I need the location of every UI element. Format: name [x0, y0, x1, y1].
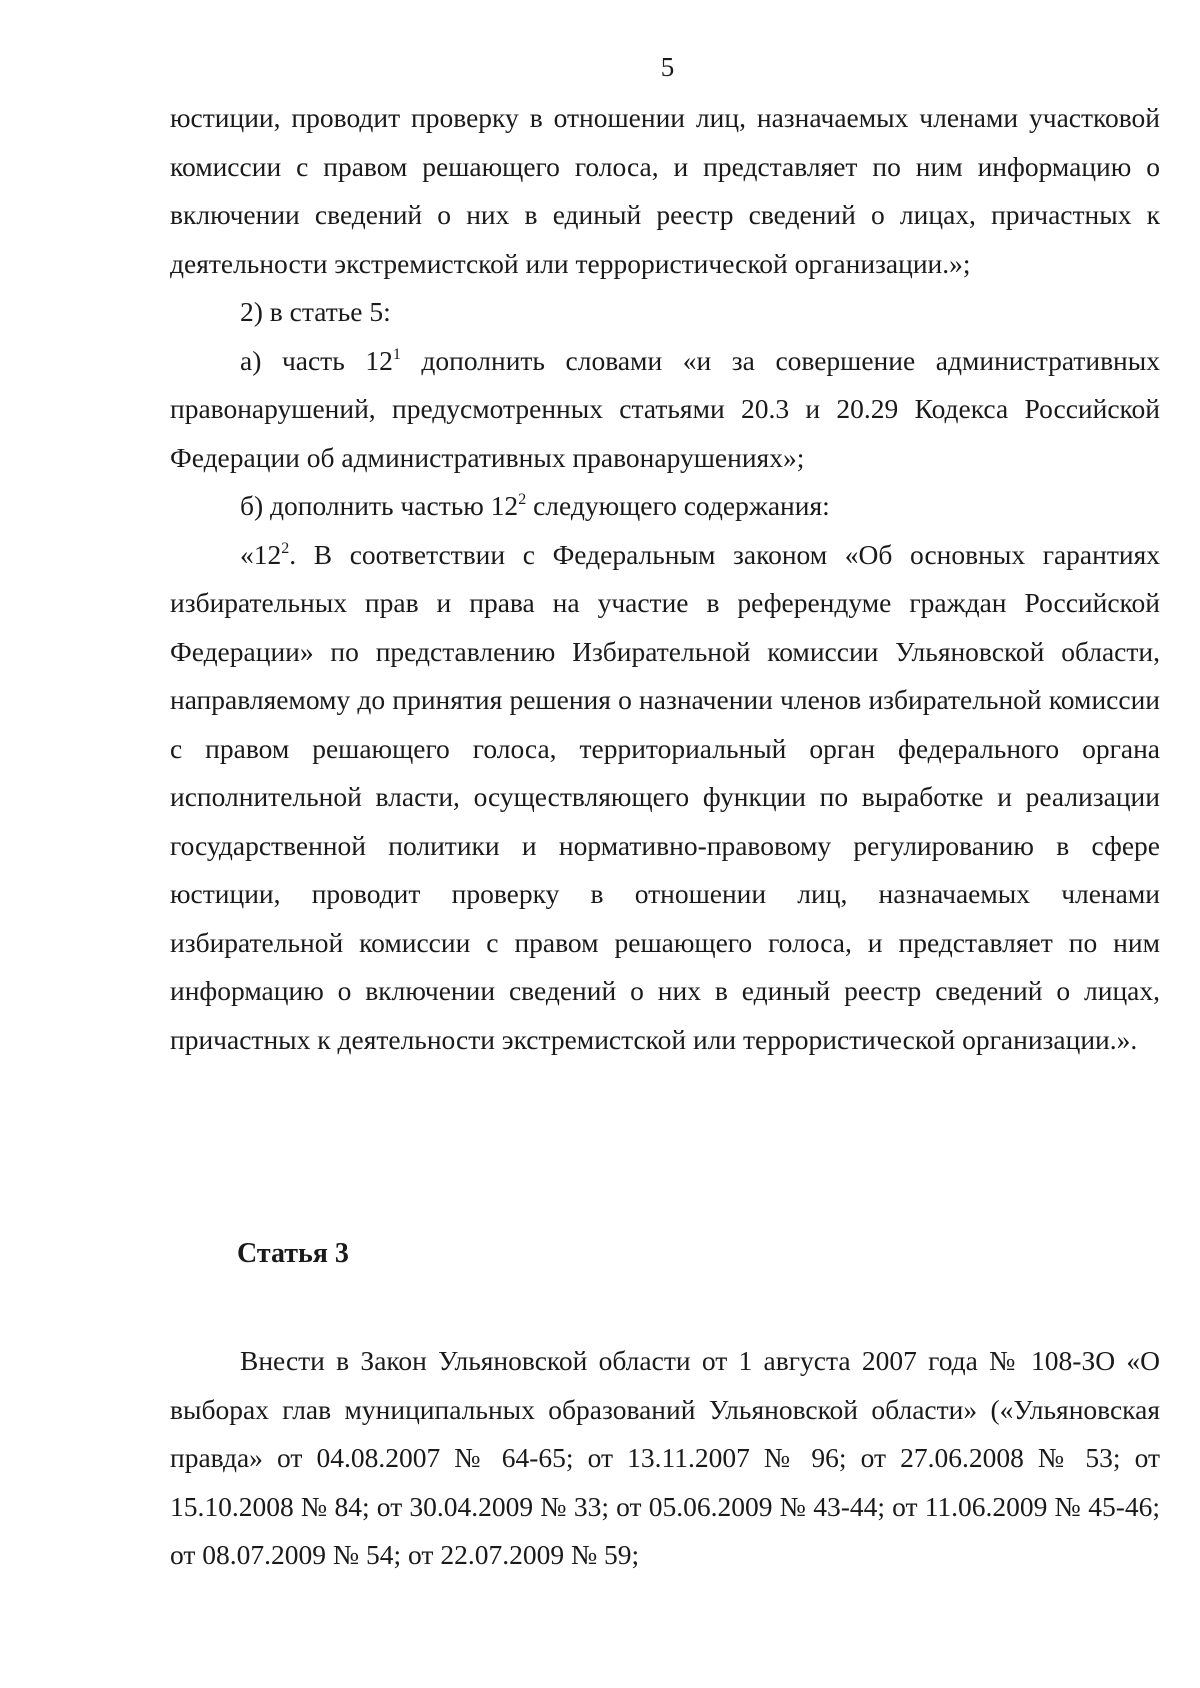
paragraph-part-12-2-text-after: . В соответствии с Федеральным законом «Об основных гарантиях избирательных прав и права на участие в референдуме граждан Российской Федерации» по представлению Избирательной комиссии Ульяновской области, направляемому до принятия решения о назначении членов избирательной комиссии с правом решающего голоса, территориальный орган федерального органа исполнительной власти, осуществляющего функции по выработке и реализации государственной политики и нормативно-правовому регулированию в сфере юстиции, проводит проверку в отношении лиц, назначаемых членами избирательной комиссии с правом решающего голоса, и представляет по ним информацию о включении сведений о них в единый реестр сведений о лицах, причастных к деятельности экстремистской или террористической организации.». — [170, 538, 1160, 1055]
article-3-body — [170, 1337, 1160, 1580]
paragraph-justice-check: юстиции, проводит проверку в отношении лиц, назначаемых членами участковой комиссии с правом решающего голоса, и представляет по ним информацию о включении сведений о них в единый реестр сведений о лицах, причастных к деятельности экстремистской или террористической организации.»; — [170, 102, 1160, 279]
paragraph-part-12-2-intro-before: б) дополнить частью 12 — [240, 490, 519, 521]
paragraph-part-12-1 — [170, 337, 1160, 483]
article-3-heading: Статья 3 — [237, 1238, 349, 1269]
superscript-1: 1 — [392, 345, 401, 363]
superscript-2-quote: 2 — [281, 539, 290, 557]
paragraph-part-12-2-intro — [170, 482, 1160, 531]
paragraph-part-12-1-before: а) часть 12 — [240, 344, 393, 376]
paragraph-part-12-2-intro-after: следующего содержания: — [526, 490, 830, 521]
superscript-2: 2 — [518, 491, 527, 508]
article-2-continuation — [170, 94, 1160, 1064]
paragraph-amend-law-108: Внести в Закон Ульяновской области от 1 августа 2007 года № 108-ЗО «О выборах глав муниципальных образований Ульяновской области» («Ульяновская правда» от 04.08.2007 № 64-65; от 13.11.2007 № 96; от 27.06.2008 № 53; от 15.10.2008 № 84; от 30.04.2009 № 33; от 05.06.2009 № 43-44; от 11.06.2009 № 45-46; от 08.07.2009 № 54; от 22.07.2009 № 59; — [170, 1345, 1160, 1570]
paragraph-part-12-1-after: дополнить словами «и за совершение административных правонарушений, предусмотренных статьями 20.3 и 20.29 Кодекса Российской Федерации об административных правонарушениях»; — [170, 344, 1160, 473]
page-number: 5 — [660, 52, 675, 82]
paragraph-part-12-2-text-before: «12 — [240, 538, 282, 570]
paragraph-article-5-intro: 2) в статье 5: — [240, 296, 391, 327]
paragraph-part-12-2-text — [170, 531, 1160, 1065]
